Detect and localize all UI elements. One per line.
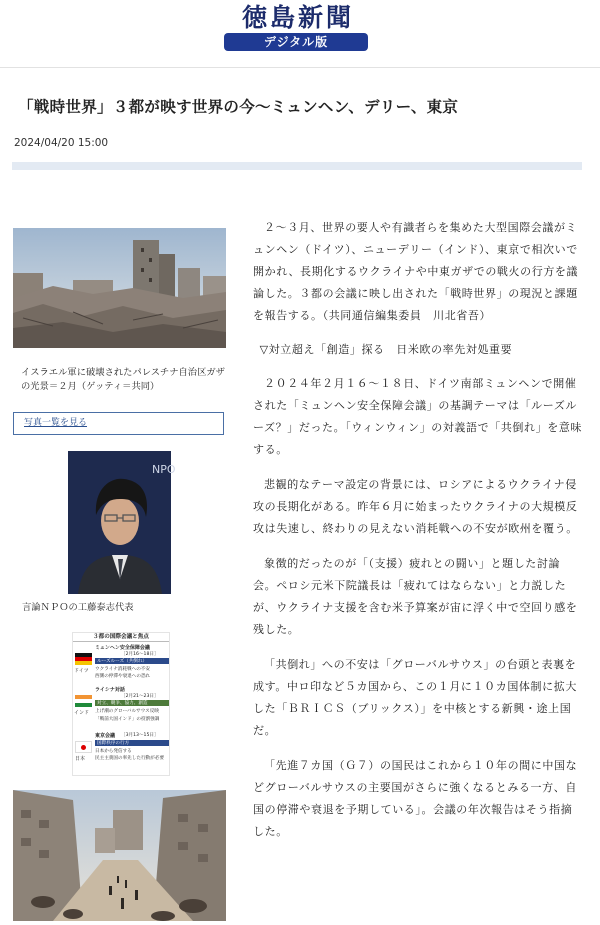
raisina-theme: 対立、競争、協力、創造 xyxy=(95,700,169,706)
gaza-photo-caption: イスラエル軍に破壊されたパレスチナ自治区ガザの光景＝２月（ゲッティ＝共同） xyxy=(21,367,225,392)
header-divider xyxy=(0,67,600,68)
newspaper-logo[interactable]: 徳島新聞 xyxy=(241,3,354,32)
munich-point: ウクライナ消耗戦への不安 xyxy=(95,667,150,672)
munich-dates: ［2月16〜18日］ xyxy=(121,652,159,657)
title-band xyxy=(12,162,582,170)
kudo-portrait-photo[interactable] xyxy=(68,451,176,594)
kudo-photo-caption: 言論ＮＰＯの工藤泰志代表 xyxy=(22,602,134,613)
tokyo-theme: 国際秩序の行方 xyxy=(95,740,169,746)
raisina-meeting: ライシナ対話 xyxy=(95,687,125,693)
munich-point: 西側の停滞や衰退への恐れ xyxy=(95,674,151,679)
infographic-section-germany xyxy=(73,643,169,683)
digital-edition-badge[interactable]: デジタル版 xyxy=(224,33,368,51)
tokyo-meeting: 東京会議 xyxy=(95,733,116,739)
article-paragraph: 「先進７カ国（Ｇ７）の国民はこれから１０年の間に中国などグローバルサウスの主要国がさらに強くなるとみる一方、自国の停滞や衰退を予期している」。会議の年次報告はそう指摘した。 xyxy=(253,759,578,838)
masthead xyxy=(0,0,600,60)
infographic-title: ３都の国際会議と焦点 xyxy=(73,633,169,642)
kudo-portrait-image xyxy=(68,451,176,594)
article-date: 2024/04/20 15:00 xyxy=(14,137,109,149)
raisina-point: 上げ潮のグローバルサウス反映 xyxy=(95,709,159,714)
munich-theme: ルーズルーズ（共倒れ） xyxy=(95,658,169,664)
article-body xyxy=(253,217,583,843)
article-subheading: ▽対立超え「創造」探る 日米欧の率先対処重要 xyxy=(259,343,513,356)
munich-meeting: ミュンヘン安全保障会議 xyxy=(95,645,150,651)
japan-flag xyxy=(75,741,92,753)
germany-flag xyxy=(75,653,92,665)
article-paragraph: ２０２４年２月１６〜１８日、ドイツ南部ミュンヘンで開催された「ミュンヘン安全保障会議」の基調テーマは「ルーズルーズ？」だった。「ウィンウィン」の対義語で「共倒れ」を意味する。 xyxy=(253,377,583,456)
india-flag xyxy=(75,695,92,707)
ruined-street-photo[interactable] xyxy=(13,790,226,921)
npo-backdrop-text: NPO xyxy=(152,463,176,476)
article-paragraph: 「共倒れ」への不安は「グローバルサウス」の台頭と表裏を成す。中ロ印など５カ国から、この１月に１０カ国体制に拡大した「ＢＲＩＣＳ（ブリックス）」を中核とする新興・途上国だ。 xyxy=(253,658,577,737)
article-title: 「戦時世界」３都が映す世界の今〜ミュンヘン、デリー、東京 xyxy=(18,98,459,116)
germany-label: ドイツ xyxy=(74,668,89,674)
gaza-photo-image xyxy=(13,228,226,348)
gaza-photo[interactable] xyxy=(13,228,226,348)
article-paragraph: 悲観的なテーマ設定の背景には、ロシアによるウクライナ侵攻の長期化がある。昨年６月に始まったウクライナの大規模反攻は失速し、終わりの見えない消耗戦への不安が欧州を覆う。 xyxy=(253,478,578,535)
article-paragraph: 象徴的だったのが「（支援）疲れとの闘い」と題した討論会。ペロシ元米下院議長は「疲れてはならない」と力説したが、ウクライナ支援を含む米予算案が宙に浮く中で空回り感を残した。 xyxy=(253,557,578,636)
ruined-street-image xyxy=(13,790,226,921)
photo-list-link[interactable]: 写真一覧を見る xyxy=(13,412,224,435)
conference-infographic[interactable] xyxy=(72,632,170,776)
infographic-section-india xyxy=(73,685,169,729)
india-label: インド xyxy=(74,710,90,716)
japan-label: 日本 xyxy=(75,756,86,762)
article-paragraph: ２〜３月、世界の要人や有識者らを集めた大型国際会議がミュンヘン（ドイツ）、ニューデリー（インド）、東京で相次いで開かれ、長期化するウクライナや中東ガザでの戦火の行方を議論した。３都の会議に映し出された「戦時世界」の現況と課題を報告する。（共同通信編集委員 川北省吾） xyxy=(253,221,579,322)
infographic-section-japan xyxy=(73,731,169,775)
raisina-point: 「戦前大国インド」の役割強調 xyxy=(95,717,160,722)
tokyo-point: 日本から発信する xyxy=(95,749,132,754)
raisina-dates: ［2月21〜23日］ xyxy=(121,694,159,699)
tokyo-point: 民主主義国の率先した行動が必要 xyxy=(95,756,164,761)
sidebar xyxy=(13,228,228,394)
tokyo-dates: ［3月13〜15日］ xyxy=(121,733,159,738)
